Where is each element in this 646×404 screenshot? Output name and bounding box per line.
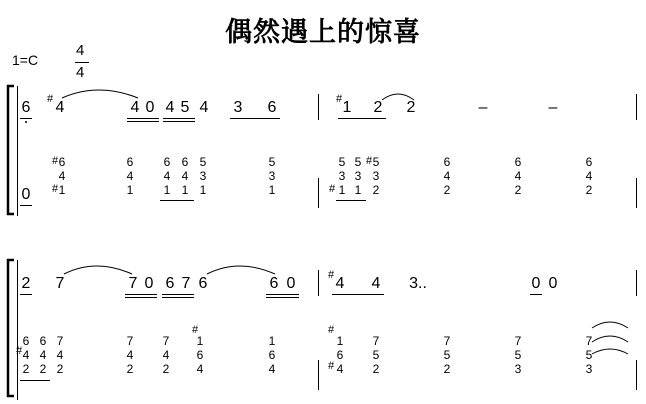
note: – <box>478 99 488 116</box>
key-signature: 1=C <box>12 52 39 68</box>
chord: 6 4 2 <box>585 155 593 197</box>
chord: 6 4 2 <box>39 334 47 376</box>
note: – <box>548 99 558 116</box>
underline <box>230 118 280 119</box>
bar-line <box>318 270 319 296</box>
underline <box>125 294 157 295</box>
note: 0 <box>144 275 154 292</box>
note: 4 <box>130 99 140 116</box>
sharp-sign: # <box>16 345 23 357</box>
sharp-sign: # <box>366 155 373 167</box>
chord: 7 4 2 <box>56 334 64 376</box>
note: 4 <box>55 99 65 116</box>
underline <box>266 297 299 298</box>
underline <box>125 297 157 298</box>
underline <box>20 205 32 206</box>
note: 6 <box>198 275 208 292</box>
underline <box>162 297 194 298</box>
note: 2 <box>21 275 31 292</box>
chord: 6 4 2 <box>22 334 30 376</box>
chord: 6 4 1 <box>58 155 66 197</box>
slur <box>60 86 140 100</box>
note: 3 <box>233 99 243 116</box>
note: 0 <box>531 275 541 292</box>
bar-line <box>636 360 637 390</box>
underline <box>162 294 194 295</box>
bar-line <box>636 178 637 208</box>
chord: 7 4 2 <box>162 334 170 376</box>
bar-line <box>318 94 319 120</box>
system-brace <box>4 84 18 216</box>
chord: 5 3 1 <box>199 155 207 197</box>
note: 2 <box>406 99 416 116</box>
underline <box>127 118 159 119</box>
chord: 5 3 1 <box>338 155 346 197</box>
sharp-sign: # <box>52 155 59 167</box>
underline <box>160 200 194 201</box>
bar-line <box>636 94 637 120</box>
dot <box>25 121 27 123</box>
note: 6 <box>21 99 31 116</box>
chord: 7 4 2 <box>126 334 134 376</box>
bar-line <box>318 178 319 208</box>
underline <box>163 118 195 119</box>
note: 7 <box>181 275 191 292</box>
slur <box>62 262 134 276</box>
chord: 6 4 2 <box>443 155 451 197</box>
chord: 5 3 1 <box>354 155 362 197</box>
note: 7 <box>55 275 65 292</box>
note: 1 <box>342 99 352 116</box>
note: 0 <box>145 99 155 116</box>
sharp-sign: # <box>328 269 335 281</box>
chord: 7 5 2 <box>443 334 451 376</box>
sharp-sign: # <box>328 324 335 336</box>
note: 0 <box>21 186 31 203</box>
note: 6 <box>267 99 277 116</box>
bar-line <box>318 360 319 390</box>
sharp-sign: # <box>47 93 54 105</box>
sharp-sign: # <box>52 183 59 195</box>
underline <box>20 380 50 381</box>
chord: 6 4 1 <box>181 155 189 197</box>
chord: 5 3 2 <box>372 155 380 197</box>
note: 2 <box>373 99 383 116</box>
sharp-sign: # <box>192 324 199 336</box>
note: 6 <box>165 275 175 292</box>
chord: 6 4 1 <box>126 155 134 197</box>
page-title: 偶然遇上的惊喜 <box>225 17 421 48</box>
underline <box>127 121 159 122</box>
chord: 7 5 3 <box>585 334 593 376</box>
system-brace <box>4 258 18 398</box>
note: 4 <box>335 275 345 292</box>
note: 4 <box>165 99 175 116</box>
slur <box>205 262 277 276</box>
sharp-sign: # <box>328 360 335 372</box>
chord: 7 5 2 <box>372 334 380 376</box>
system-bar <box>17 86 18 216</box>
underline <box>338 118 386 119</box>
underline <box>20 118 32 119</box>
system-bar <box>17 260 18 400</box>
bar-line <box>636 270 637 296</box>
note: 5 <box>180 99 190 116</box>
underline <box>332 294 384 295</box>
note: 4 <box>371 275 381 292</box>
underline <box>20 294 32 295</box>
chord: 6 4 2 <box>514 155 522 197</box>
time-signature-bottom: 4 <box>76 64 85 81</box>
note: 0 <box>286 275 296 292</box>
chord: 1 6 4 <box>336 334 344 376</box>
chord: 1 6 4 <box>268 334 276 376</box>
note: 4 <box>199 99 209 116</box>
note: 6 <box>269 275 279 292</box>
sharp-sign: # <box>336 93 343 105</box>
chord: 1 6 4 <box>196 334 204 376</box>
chord: 6 4 1 <box>163 155 171 197</box>
chord: 5 3 1 <box>268 155 276 197</box>
underline <box>336 200 366 201</box>
sharp-sign: # <box>329 183 336 195</box>
note: 0 <box>548 275 558 292</box>
underline <box>266 294 299 295</box>
chord: 7 5 3 <box>514 334 522 376</box>
underline <box>163 121 195 122</box>
underline <box>530 294 542 295</box>
note: 3.. <box>409 275 427 292</box>
time-signature-top: 4 <box>76 42 85 59</box>
tie-marks <box>590 318 630 358</box>
note: 7 <box>128 275 138 292</box>
time-signature-bar <box>75 62 89 63</box>
